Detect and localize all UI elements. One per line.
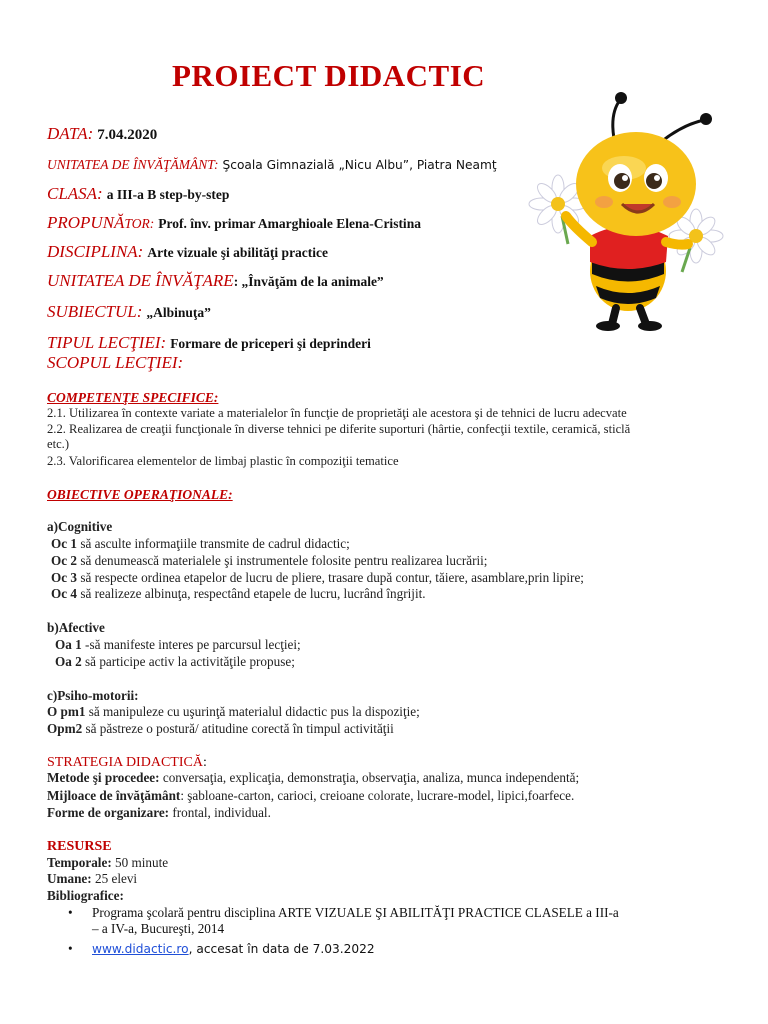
cognitive-title: a)Cognitive — [47, 519, 113, 534]
objective-item — [51, 536, 350, 552]
bullet-icon: • — [68, 905, 73, 920]
obiective-heading: OBIECTIVE OPERAŢIONALE: — [47, 487, 233, 502]
subiectul-row — [47, 302, 211, 322]
data-row — [47, 124, 157, 144]
resurse-heading-row — [47, 837, 112, 855]
objective-text: -să manifeste interes pe parcursul lecţiei; — [81, 637, 301, 652]
objective-code: Oc 1 — [51, 536, 78, 551]
propunator-value: Prof. înv. primar Amarghioale Elena-Cristina — [158, 216, 421, 231]
competente-heading-row — [47, 389, 218, 407]
umane-value: 25 elevi — [91, 871, 138, 886]
competenta-item: etc.) — [47, 437, 70, 451]
data-label: DATA: — [47, 124, 94, 143]
unitate-label: UNITATEA DE ÎNVĂŢĂMÂNT: — [47, 157, 219, 172]
unitatea-invatare-value: : „Învăţăm de la animale” — [233, 274, 384, 289]
propunator-label-small: TOR: — [124, 216, 155, 231]
objective-code: Oa 1 — [55, 637, 82, 652]
tipul-row — [47, 333, 371, 353]
clasa-value: a III-a B step-by-step — [106, 187, 230, 202]
objective-text: să respecte ordinea etapelor de lucru de pliere, trasare după contur, tăiere, asamblare,prin lipire; — [77, 570, 584, 585]
forme-label: Forme de organizare: — [47, 805, 170, 820]
bibliografie-item — [68, 941, 728, 957]
objective-code: Oa 2 — [55, 654, 82, 669]
bibliografice-row — [47, 888, 124, 904]
scopul-row — [47, 353, 183, 373]
temporale-value: 50 minute — [111, 855, 169, 870]
didactic-link[interactable]: www.didactic.ro — [92, 942, 189, 956]
disciplina-label: DISCIPLINA: — [47, 242, 144, 261]
objective-item — [51, 570, 584, 586]
bee-illustration — [528, 86, 728, 331]
objective-item — [55, 654, 295, 670]
forme-value: frontal, individual. — [169, 805, 271, 820]
strategia-heading-row — [47, 753, 207, 771]
temporale-label: Temporale: — [47, 855, 112, 870]
objective-code: Opm2 — [47, 721, 83, 736]
objective-item — [55, 637, 301, 653]
umane-label: Umane: — [47, 871, 92, 886]
strategia-heading-suffix: : — [202, 755, 207, 770]
competenta-item: 2.1. Utilizarea în contexte variate a materialelor în funcţie de proprietăţi ale acestora şi de tehnici de lucru adecvate — [47, 406, 627, 420]
disciplina-value: Arte vizuale şi abilităţi practice — [147, 245, 329, 260]
mijloace-value: : şabloane-carton, carioci, creioane colorate, lucrare-model, lipici,foarfece. — [180, 788, 575, 803]
tipul-value: Formare de priceperi şi deprinderi — [170, 336, 371, 351]
objective-text: să denumească materialele şi instrumentele folosite pentru realizarea lucrării; — [77, 553, 488, 568]
bibliografie-item-line2: – a IV-a, Bucureşti, 2014 — [92, 921, 225, 936]
propunator-row — [47, 213, 421, 233]
bibliografie-item — [68, 905, 728, 937]
bibliografice-label: Bibliografice: — [47, 888, 124, 903]
metode-row — [47, 770, 579, 786]
resurse-heading: RESURSE — [47, 839, 112, 854]
data-value: 7.04.2020 — [97, 127, 158, 143]
scopul-label: SCOPUL LECŢIEI: — [47, 353, 184, 372]
objective-code: O pm1 — [47, 704, 86, 719]
bibliografie-item-line1: Programa şcolară pentru disciplina ARTE VIZUALE ŞI ABILITĂŢI PRACTICE CLASELE a III-a — [92, 905, 619, 920]
objective-text: să asculte informaţiile transmite de cadrul didactic; — [77, 536, 350, 551]
mijloace-row — [47, 788, 574, 804]
psiho-title: c)Psiho-motorii: — [47, 688, 139, 703]
obiective-heading-row — [47, 486, 233, 504]
objective-item — [47, 721, 394, 737]
propunator-label: PROPUNĂ — [47, 213, 125, 232]
objective-code: Oc 2 — [51, 553, 78, 568]
objective-item — [51, 553, 487, 569]
competenta-item: 2.2. Realizarea de creaţii funcţionale în diverse tehnici pe diferite suporturi (hârtie, confecţii textile, ceramică, sticlă — [47, 422, 631, 436]
unitate-row — [47, 156, 497, 174]
clasa-label: CLASA: — [47, 184, 103, 203]
metode-value: conversaţia, explicaţia, demonstraţia, observaţia, analiza, munca independentă; — [159, 770, 580, 785]
strategia-heading: STRATEGIA DIDACTICĂ — [47, 755, 203, 770]
unitatea-invatare-row — [47, 271, 384, 291]
objective-text: să realizeze albinuţa, respectând etapele de lucru, lucrând îngrijit. — [77, 586, 426, 601]
umane-row — [47, 871, 137, 887]
competente-heading: COMPETENŢE SPECIFICE: — [47, 390, 219, 405]
metode-label: Metode şi procedee: — [47, 770, 160, 785]
objective-code: Oc 4 — [51, 586, 78, 601]
unitatea-invatare-label: UNITATEA DE ÎNVĂŢARE — [47, 271, 234, 290]
subiectul-label: SUBIECTUL: — [47, 302, 143, 321]
objective-text: să manipuleze cu uşurinţă materialul didactic pus la dispoziţie; — [85, 704, 420, 719]
mijloace-label: Mijloace de învăţământ — [47, 788, 181, 803]
tipul-label: TIPUL LECŢIEI: — [47, 333, 167, 352]
objective-item — [47, 704, 420, 720]
subiectul-value: „Albinuţa” — [146, 305, 211, 320]
temporale-row — [47, 855, 168, 871]
bibliografie-list — [68, 905, 728, 961]
disciplina-row — [47, 242, 328, 262]
bullet-icon: • — [68, 941, 73, 956]
forme-row — [47, 805, 271, 821]
clasa-row — [47, 184, 229, 204]
objective-code: Oc 3 — [51, 570, 78, 585]
bibliografie-item-text: , accesat în data de 7.03.2022 — [188, 942, 375, 956]
objective-text: să păstreze o postură/ atitudine corectă în timpul activităţii — [82, 721, 394, 736]
unitate-value: Şcoala Gimnazială „Nicu Albu”, Piatra Neamţ — [222, 158, 497, 172]
objective-item — [51, 586, 426, 602]
afective-title: b)Afective — [47, 620, 105, 635]
competenta-item: 2.3. Valorificarea elementelor de limbaj plastic în compoziţii tematice — [47, 454, 399, 468]
objective-text: să participe activ la activităţile propuse; — [81, 654, 295, 669]
page-title: PROIECT DIDACTIC — [172, 58, 486, 93]
